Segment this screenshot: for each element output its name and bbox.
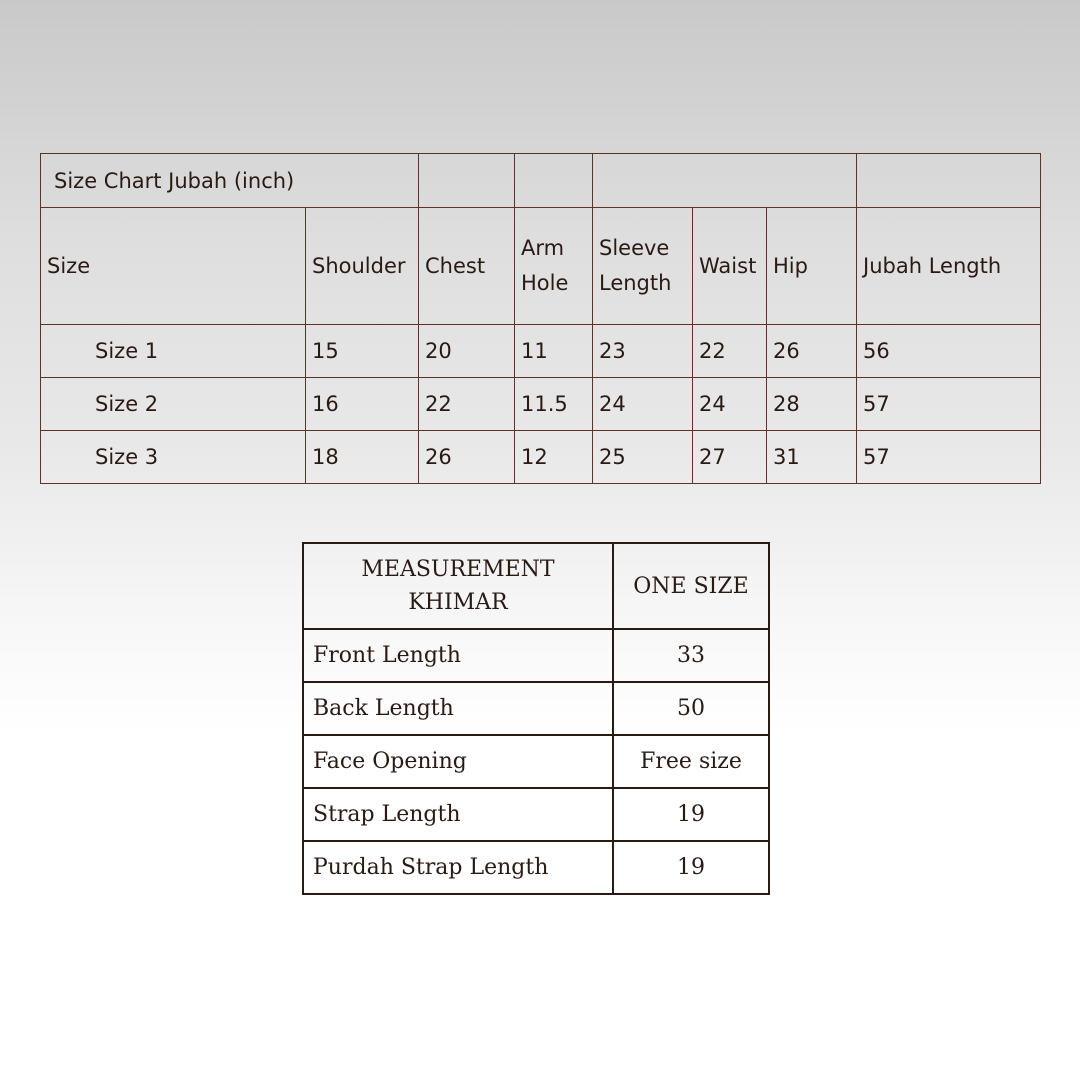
measurement-value: Free size [613,735,769,788]
table-cell: 18 [306,431,419,484]
table-title-row [41,154,1041,208]
table-row [41,431,1041,484]
table-cell: 11 [515,325,593,378]
table-row [41,378,1041,431]
size-label: Size 2 [41,378,306,431]
table-row [303,735,769,788]
table-cell: 27 [693,431,767,484]
table-cell: 22 [419,378,515,431]
table-cell: 24 [693,378,767,431]
title-empty-cell [857,154,1041,208]
table-cell: 31 [767,431,857,484]
khimar-measurement-table [302,542,770,895]
column-header: Sleeve Length [593,208,693,325]
measurement-label: Front Length [303,629,613,682]
table-cell: 15 [306,325,419,378]
table-cell: 26 [767,325,857,378]
table-cell: 22 [693,325,767,378]
table-row [303,629,769,682]
size-label: Size 3 [41,431,306,484]
table-cell: 28 [767,378,857,431]
title-empty-cell [593,154,857,208]
table-cell: 25 [593,431,693,484]
table-cell: 26 [419,431,515,484]
table-row [303,682,769,735]
table-row [303,788,769,841]
title-empty-cell [515,154,593,208]
column-header: Shoulder [306,208,419,325]
measurement-value: 19 [613,788,769,841]
size-label: Size 1 [41,325,306,378]
table-row [41,325,1041,378]
table-cell: 12 [515,431,593,484]
column-header: Jubah Length [857,208,1041,325]
column-header: Waist [693,208,767,325]
measurement-label: Purdah Strap Length [303,841,613,894]
column-header: Chest [419,208,515,325]
table-cell: 24 [593,378,693,431]
header-row [303,543,769,629]
table-cell: 11.5 [515,378,593,431]
table-cell: 16 [306,378,419,431]
table-cell: 57 [857,378,1041,431]
table-cell: 20 [419,325,515,378]
measurement-value: 50 [613,682,769,735]
title-empty-cell [419,154,515,208]
measurement-label: Back Length [303,682,613,735]
table-title: Size Chart Jubah (inch) [41,154,419,208]
column-header: Size [41,208,306,325]
column-header: MEASUREMENT KHIMAR [303,543,613,629]
table-cell: 56 [857,325,1041,378]
measurement-label: Face Opening [303,735,613,788]
table-cell: 23 [593,325,693,378]
table-cell: 57 [857,431,1041,484]
column-header: Hip [767,208,857,325]
measurement-label: Strap Length [303,788,613,841]
column-header: Arm Hole [515,208,593,325]
table-row [303,841,769,894]
measurement-value: 19 [613,841,769,894]
header-row [41,208,1041,325]
measurement-value: 33 [613,629,769,682]
jubah-size-chart-table [40,153,1041,484]
column-header: ONE SIZE [613,543,769,629]
